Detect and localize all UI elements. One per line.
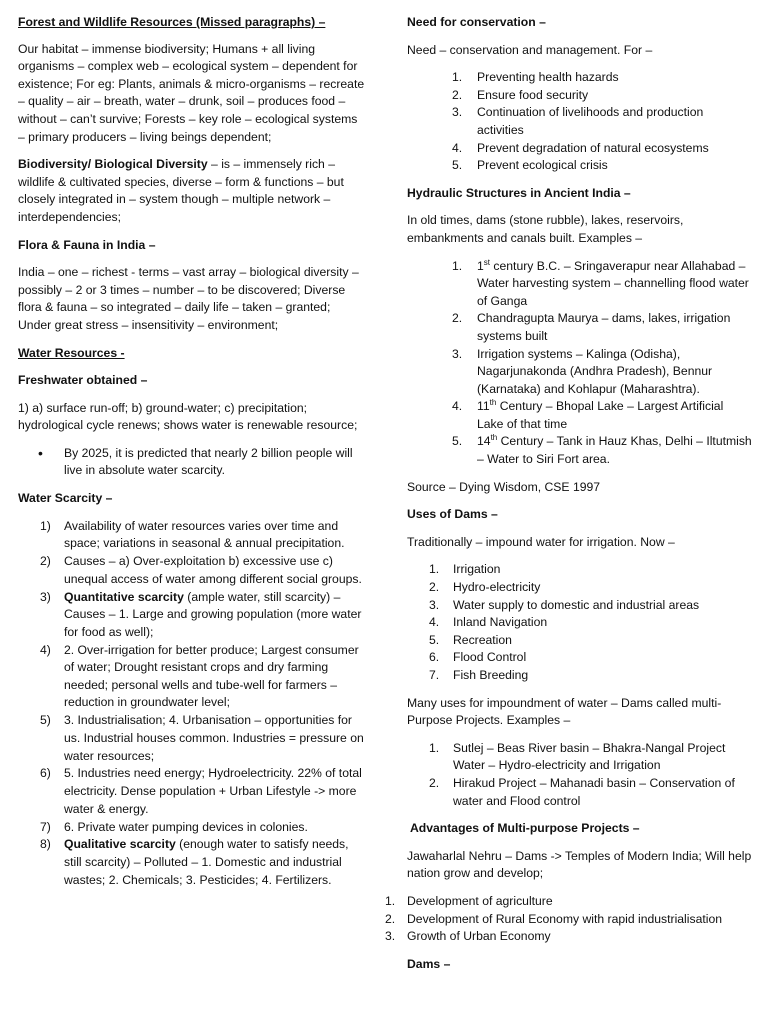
list-item-body: 6. Private water pumping devices in colonies.: [64, 819, 308, 834]
list-marker: 3.: [452, 346, 463, 361]
list-marker: 2.: [385, 911, 396, 926]
list-item: [407, 775, 752, 810]
list-item-label: Qualitative scarcity: [64, 837, 176, 852]
list-item-body: Development of Rural Economy with rapid industrialisation: [407, 911, 722, 926]
freshwater-paragraph: 1) a) surface run-off; b) ground-water; c) precipitation; hydrological cycle renews; shows water is renewable resource;: [18, 400, 358, 433]
hydraulic-intro: In old times, dams (stone rubble), lakes, reservoirs, embankments and canals built. Examples –: [407, 213, 684, 245]
list-item: [385, 911, 752, 929]
list-item-body: Hydro-electricity: [453, 580, 541, 595]
biodiversity-paragraph: [18, 156, 366, 226]
list-marker: 1): [40, 518, 51, 533]
list-item-body: 5. Industries need energy; Hydroelectricity. 22% of total electricity. Dense population + Urban Lifestyle -> more water & energy.: [64, 766, 362, 816]
list-marker: 6): [40, 766, 51, 781]
list-item: [407, 632, 752, 650]
section-title: Forest and Wildlife Resources (Missed paragraphs) –: [18, 15, 326, 29]
list-item-text: [407, 912, 722, 926]
list-item-number: 11: [477, 399, 490, 414]
flora-heading: Flora & Fauna in India –: [18, 237, 156, 252]
list-marker: 1.: [452, 70, 463, 85]
list-item: [18, 553, 366, 588]
list-item-body: (enough water to satisfy needs, still scarcity) – Polluted – 1. Domestic and industrial wastes; 2. Chemicals; 3. Pesticides; 4. Fertilizers.: [64, 837, 349, 887]
water-heading: Water Resources -: [18, 345, 125, 360]
list-item-body: Inland Navigation: [453, 615, 548, 630]
list-item-body: Causes – a) Over-exploitation b) excessive use c) unequal access of water among different social groups.: [64, 554, 362, 586]
list-item-text: [477, 70, 619, 84]
list-item: [407, 649, 752, 667]
list-item: [18, 642, 366, 712]
list-item-body: Sutlej – Beas River basin – Bhakra-Nangal Project Water – Hydro-electricity and Irrigation: [453, 740, 726, 773]
list-item: [407, 346, 752, 399]
list-item: [407, 258, 752, 311]
bullet-icon: •: [38, 444, 43, 461]
list-item-body: 2. Over-irrigation for better produce; Largest consumer of water; Drought resistant crops and dry farming needed; personal wells and tube-well for farmers – reduction in groundwater level;: [64, 642, 359, 710]
hydraulic-heading: Hydraulic Structures in Ancient India –: [407, 185, 631, 200]
left-column: [18, 14, 366, 899]
list-item: [407, 561, 752, 579]
advantages-heading: Advantages of Multi-purpose Projects –: [410, 821, 640, 836]
list-item: [407, 579, 752, 597]
conservation-list: [407, 69, 752, 175]
list-item-text: [453, 615, 547, 629]
list-item-body: Prevent ecological crisis: [477, 158, 608, 173]
list-item-text: [477, 347, 712, 396]
list-item-text: [64, 837, 349, 886]
list-item-text: [477, 259, 749, 308]
list-item: [407, 597, 752, 615]
list-item-body: Century – Bhopal Lake – Largest Artificial Lake of that time: [477, 399, 724, 431]
list-item-number: 14: [477, 434, 491, 449]
list-item-number: 1: [477, 258, 484, 273]
list-item-text: [407, 929, 551, 943]
multi-intro: Many uses for impoundment of water – Dams called multi-Purpose Projects. Examples –: [407, 695, 722, 728]
advantages-list: [385, 893, 752, 946]
source-line: Source – Dying Wisdom, CSE 1997: [407, 479, 601, 494]
list-item-ordinal: st: [483, 257, 491, 267]
list-marker: 7.: [429, 668, 440, 682]
list-item-body: Continuation of livelihoods and production activities: [477, 105, 704, 137]
freshwater-heading: Freshwater obtained –: [18, 373, 148, 388]
list-item: [407, 310, 752, 345]
list-marker: 5.: [429, 632, 440, 647]
list-marker: 2.: [452, 311, 463, 326]
list-item: [407, 614, 752, 632]
list-item: [407, 140, 752, 158]
list-marker: 4): [40, 642, 51, 657]
list-item-text: [453, 580, 540, 594]
list-item-text: [453, 633, 512, 647]
bullet-list: [18, 445, 366, 480]
list-item-text: [453, 650, 526, 664]
list-item-body: Water supply to domestic and industrial areas: [453, 597, 700, 612]
list-item-body: 3. Industrialisation; 4. Urbanisation – opportunities for us. Industrial houses common. Industries = pressure on water resources;: [64, 713, 364, 763]
list-item: [407, 398, 752, 433]
right-column: [385, 14, 752, 983]
biodiversity-label: Biodiversity/ Biological Diversity: [18, 157, 208, 172]
list-marker: 1.: [429, 740, 440, 755]
list-marker: 3): [40, 589, 51, 604]
list-item-text: [64, 519, 345, 551]
list-marker: 5.: [452, 434, 463, 449]
conservation-intro: Need – conservation and management. For –: [407, 42, 653, 57]
list-item-body: Irrigation: [453, 562, 501, 577]
list-marker: 2.: [452, 87, 463, 102]
list-marker: 4.: [452, 399, 463, 414]
scarcity-heading: Water Scarcity –: [18, 491, 113, 506]
list-marker: 3.: [385, 929, 396, 944]
list-item-text: [64, 820, 308, 834]
nehru-paragraph: Jawaharlal Nehru – Dams -> Temples of Modern India; Will help nation grow and develop;: [407, 848, 752, 881]
list-item-text: [64, 766, 362, 815]
list-marker: 1.: [429, 562, 440, 577]
list-marker: 2): [40, 554, 51, 569]
list-marker: 4.: [429, 615, 440, 630]
list-marker: 2.: [429, 580, 440, 595]
list-item: [407, 104, 752, 139]
list-marker: 3.: [452, 105, 463, 120]
list-item-body: Flood Control: [453, 650, 527, 665]
list-item: [407, 433, 752, 468]
list-marker: 4.: [452, 140, 463, 155]
list-marker: 5): [40, 713, 51, 728]
list-marker: 6.: [429, 650, 440, 665]
list-item-body: Ensure food security: [477, 87, 589, 102]
multi-list: [407, 740, 752, 810]
list-item-text: [453, 562, 500, 576]
list-item-text: [477, 88, 588, 102]
list-item-label: Quantitative scarcity: [64, 589, 184, 604]
list-marker: 1.: [452, 258, 463, 273]
list-item-body: century B.C. – Sringaverapur near Allahabad – Water harvesting system – channelling flood water of Ganga: [477, 258, 749, 308]
list-item: [407, 667, 752, 685]
list-item-text: [407, 894, 553, 908]
list-item-body: Preventing health hazards: [477, 70, 619, 85]
list-item-body: Century – Tank in Hauz Khas, Delhi – Iltutmish – Water to Siri Fort area.: [477, 434, 752, 467]
list-item-text: [477, 434, 752, 466]
list-item-text: [453, 776, 735, 808]
dams-list: [407, 561, 752, 684]
list-item-text: [453, 598, 699, 612]
list-item-text: [453, 668, 528, 682]
dams-intro: Traditionally – impound water for irrigation. Now –: [407, 534, 675, 549]
hydraulic-list: [407, 258, 752, 469]
list-item-text: [477, 141, 709, 155]
list-item-body: Fish Breeding: [453, 668, 529, 682]
habitat-paragraph: Our habitat – immense biodiversity; Humans + all living organisms – complex web – ecological system – dependent for existence; For eg: Plants, animals & micro-organisms – recreate – quality – air – breath, water – drunk, soil – produces food – without – can’t survive; Forests – key role – ecological systems – primary producers – living beings dependent;: [18, 41, 365, 144]
list-item: [18, 765, 366, 818]
list-item: [407, 740, 752, 775]
list-item-text: [64, 590, 361, 639]
dams-heading: Uses of Dams –: [407, 507, 498, 522]
list-item-ordinal: th: [489, 398, 497, 408]
list-marker: 8): [40, 837, 51, 852]
scarcity-list: [18, 518, 366, 890]
conservation-heading: Need for conservation –: [407, 15, 546, 29]
list-item-body: (ample water, still scarcity) – Causes – 1. Large and growing population (more water for food as well);: [64, 589, 362, 639]
list-marker: 7): [40, 819, 51, 834]
list-item-body: Hirakud Project – Mahanadi basin – Conservation of water and Flood control: [453, 775, 735, 808]
list-item-body: Irrigation systems – Kalinga (Odisha), Nagarjunakonda (Andhra Pradesh), Bennur (Karnataka) and Kohlapur (Maharashtra).: [477, 346, 713, 396]
flora-paragraph: India – one – richest - terms – vast array – biological diversity – possibly – 2 or 3 times – number – to be discovered; Diverse flora & fauna – so integrated – daily life – taken – granted; Under great stress – insensitivity – environment;: [18, 265, 359, 332]
list-item-body: Chandragupta Maurya – dams, lakes, irrigation systems built: [477, 311, 731, 343]
list-item: [407, 157, 752, 175]
list-item-text: [64, 643, 359, 710]
list-item: [18, 819, 366, 837]
list-item-text: [64, 713, 364, 762]
list-marker: 2.: [429, 775, 440, 790]
biodiversity-text: – is – immensely rich – wildlife & cultivated species, diverse – form & functions – but closely integrated in – system though – multiple network – interdependencies;: [18, 157, 344, 224]
list-item: [18, 589, 366, 642]
list-item-body: Development of agriculture: [407, 893, 553, 908]
list-item-text: [453, 741, 725, 773]
list-item-text: [477, 399, 723, 431]
list-item: [18, 712, 366, 765]
list-item-text: [477, 311, 730, 343]
list-item-body: Recreation: [453, 632, 512, 647]
list-marker: 3.: [429, 597, 440, 612]
list-item: [385, 893, 752, 911]
list-item-body: Growth of Urban Economy: [407, 929, 551, 944]
list-item: [18, 518, 366, 553]
list-item-text: [64, 554, 362, 586]
list-item: [407, 87, 752, 105]
list-item: • By 2025, it is predicted that nearly 2 billion people will live in absolute water scarcity.: [38, 444, 353, 478]
list-item-ordinal: th: [490, 433, 498, 443]
list-item-text: [477, 105, 703, 137]
dams-last-heading: Dams –: [407, 956, 451, 971]
list-item-body: Prevent degradation of natural ecosystems: [477, 140, 709, 155]
list-item: [385, 928, 752, 946]
list-item: [407, 69, 752, 87]
list-item-text: [477, 158, 608, 172]
list-marker: 5.: [452, 158, 463, 173]
list-item-body: Availability of water resources varies over time and space; variations in seasonal & annual precipitation.: [64, 518, 345, 551]
list-marker: 1.: [385, 893, 396, 908]
list-item: [18, 836, 366, 889]
